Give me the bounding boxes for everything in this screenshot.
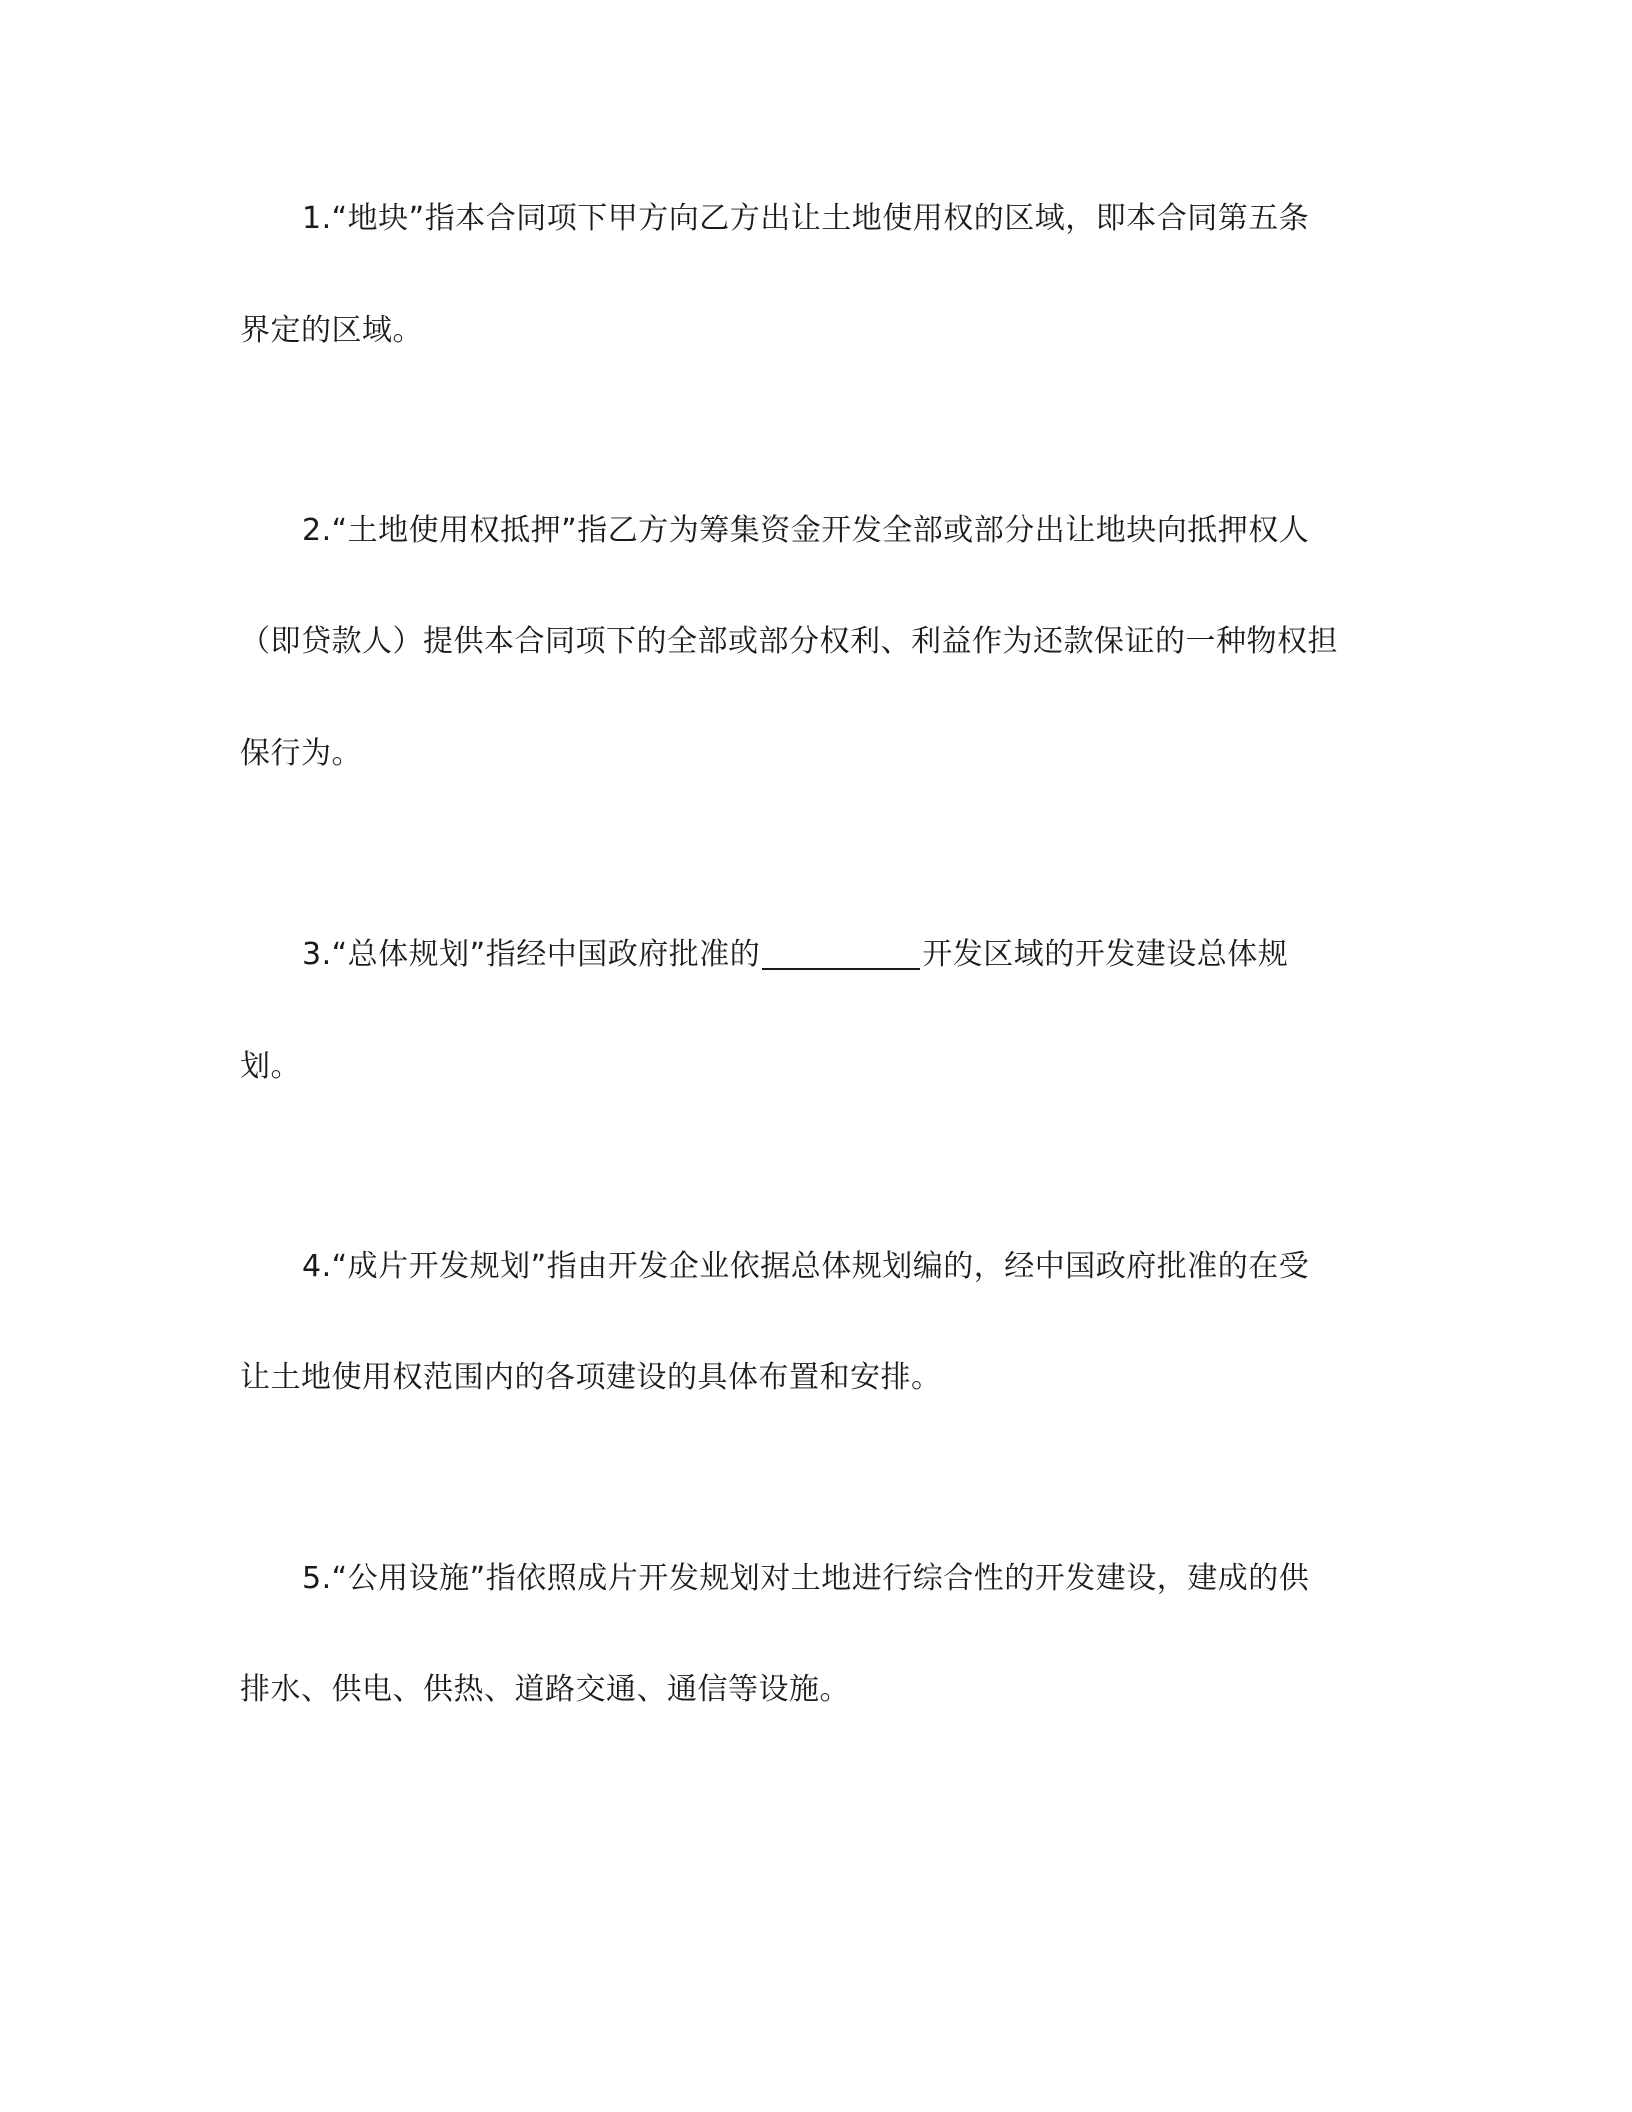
clause-4-line-2: 让土地使用权范围内的各项建设的具体布置和安排。 (240, 1360, 942, 1395)
clause-1-line-2: 界定的区域。 (240, 313, 423, 348)
clause-2-line-2: （即贷款人）提供本合同项下的全部或部分权利、利益作为还款保证的一种物权担 (240, 624, 1338, 659)
clause-3-text-after-blank: 开发区域的开发建设总体规 (922, 937, 1289, 972)
clause-3-line-1 (302, 935, 1288, 975)
clause-4-line-1: 4.“成片开发规划”指由开发企业依据总体规划编的，经中国政府批准的在受 (302, 1249, 1310, 1284)
clause-5-line-1: 5.“公用设施”指依照成片开发规划对土地进行综合性的开发建设，建成的供 (302, 1561, 1310, 1596)
clause-1-line-1: 1.“地块”指本合同项下甲方向乙方出让土地使用权的区域，即本合同第五条 (302, 201, 1310, 236)
fill-in-blank (762, 938, 920, 970)
clause-3-text-before-blank: 3.“总体规划”指经中国政府批准的 (302, 937, 761, 972)
clause-2-line-3: 保行为。 (240, 736, 362, 771)
clause-5-line-2: 排水、供电、供热、道路交通、通信等设施。 (240, 1672, 850, 1707)
clause-3-line-2: 划。 (240, 1049, 301, 1084)
clause-2-line-1: 2.“土地使用权抵押”指乙方为筹集资金开发全部或部分出让地块向抵押权人 (302, 513, 1310, 548)
